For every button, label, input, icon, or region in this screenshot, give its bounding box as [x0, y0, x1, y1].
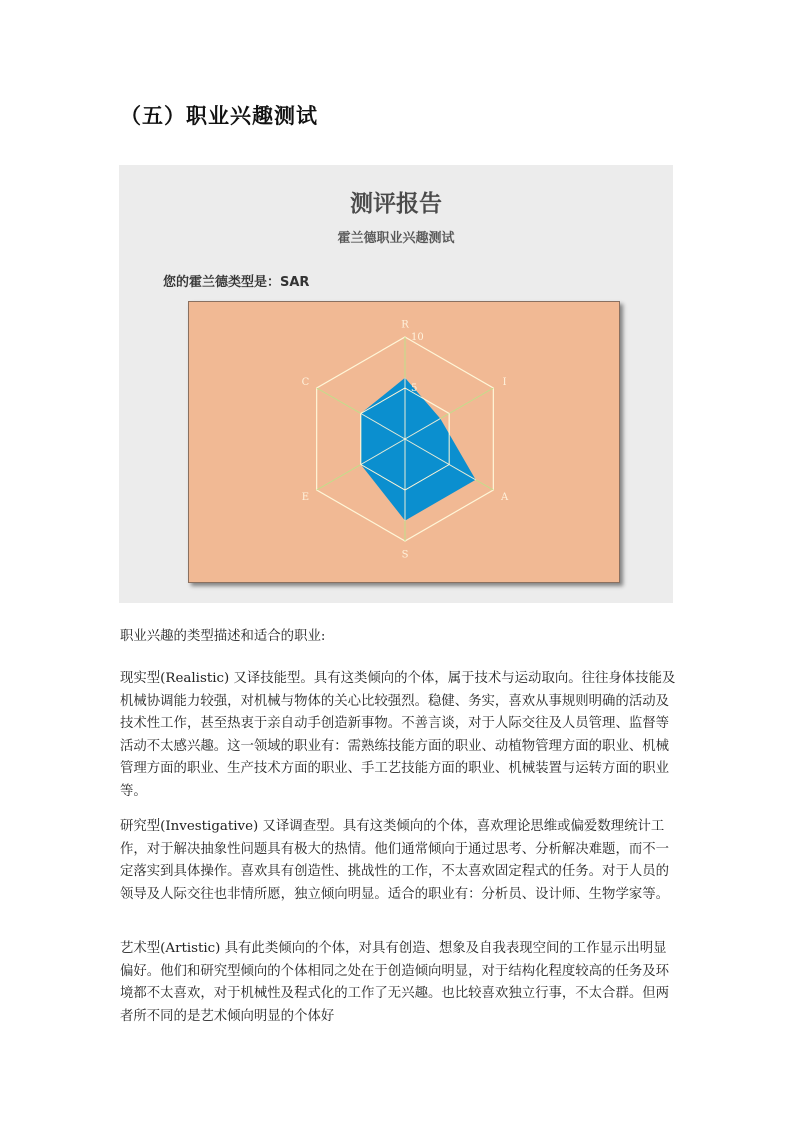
holland-type-result: 您的霍兰德类型是：SAR [163, 275, 310, 290]
radar-data-area [361, 378, 476, 521]
report-subtitle: 霍兰德职业兴趣测试 [337, 231, 455, 246]
radar-tick-label-5: 5 [411, 383, 418, 394]
radar-axis-label-C: C [301, 377, 310, 388]
section-heading: （五）职业兴趣测试 [120, 104, 318, 128]
radar-axis-label-A: A [500, 492, 509, 503]
report-title: 测评报告 [350, 191, 442, 217]
radar-chart-panel [188, 301, 620, 583]
radar-chart [189, 302, 619, 582]
radar-axis-label-S: S [401, 549, 409, 561]
report-figure [119, 165, 673, 603]
radar-tick-label-10: 10 [411, 332, 424, 343]
paragraph-artistic: 艺术型(Artistic) 具有此类倾向的个体，对具有创造、想象及自我表现空间的工作显示出明显偏好。他们和研究型倾向的个体相同之处在于创造倾向明显，对于结构化程度较高的任务及环境都不太喜欢，对于机械性及程式化的工作了无兴趣。也比较喜欢独立行事，不太合群。但两者所不同的是艺术倾向明显的个体好 [120, 941, 670, 1024]
radar-axis-label-I: I [502, 377, 507, 388]
radar-axis-label-R: R [401, 319, 409, 331]
radar-axis-label-E: E [301, 492, 310, 503]
paragraph-investigative: 研究型(Investigative) 又译调查型。具有这类倾向的个体，喜欢理论思维或偏爱数理统计工作，对于解决抽象性问题具有极大的热情。他们通常倾向于通过思考、分析解决难题，而不一定落实到具体操作。喜欢具有创造性、挑战性的工作，不太喜欢固定程式的任务。对于人员的领导及人际交往也非情所愿，独立倾向明显。适合的职业有：分析员、设计师、生物学家等。 [120, 819, 670, 902]
paragraph-realistic: 现实型(Realistic) 又译技能型。具有这类倾向的个体，属于技术与运动取向。往往身体技能及机械协调能力较强，对机械与物体的关心比较强烈。稳健、务实，喜欢从事规则明确的活动及技术性工作，甚至热衷于亲自动手创造新事物。不善言谈，对于人际交往及人员管理、监督等活动不太感兴趣。这一领域的职业有：需熟练技能方面的职业、动植物管理方面的职业、机械管理方面的职业、生产技术方面的职业、手工艺技能方面的职业、机械装置与运转方面的职业等。 [120, 671, 676, 799]
career-types-intro: 职业兴趣的类型描述和适合的职业: [120, 629, 326, 644]
